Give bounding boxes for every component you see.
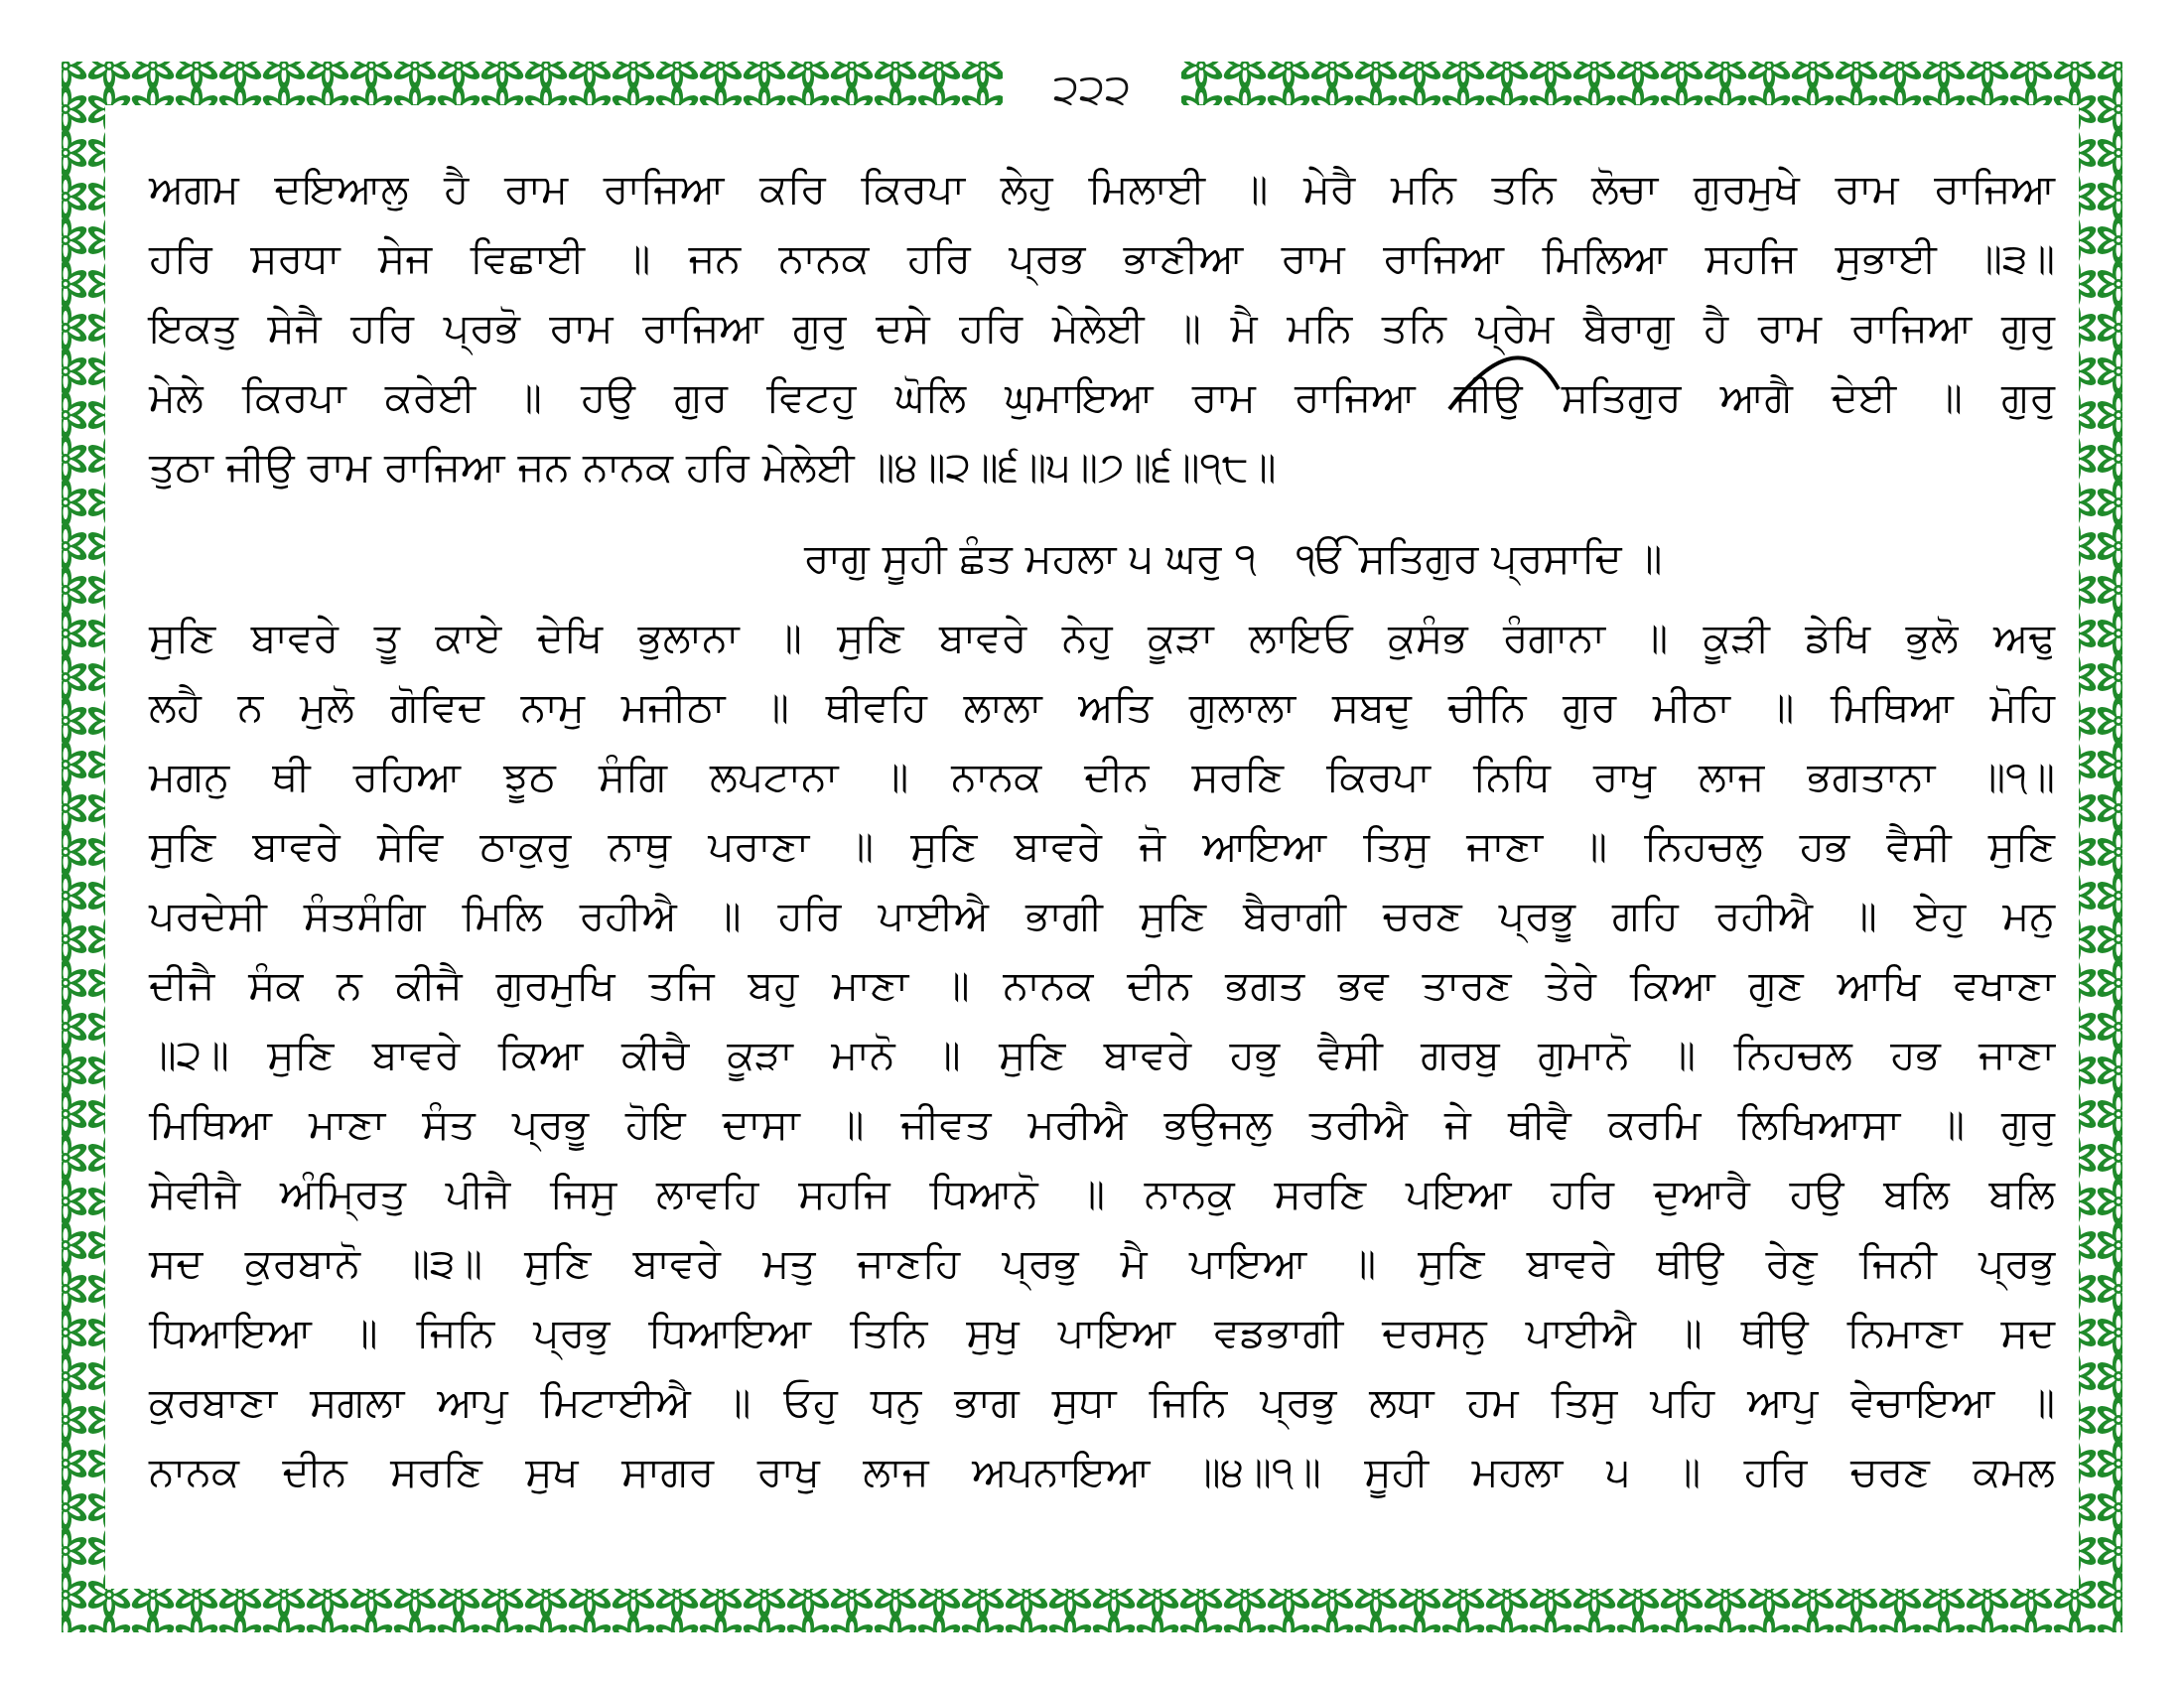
text-line: ਮਗਨੁ ਥੀ ਰਹਿਆ ਝੂਠ ਸੰਗਿ ਲਪਟਾਨਾ ॥ ਨਾਨਕ ਦੀਨ ਸਰਣਿ ਕਿਰਪਾ ਨਿਧਿ ਰਾਖੁ ਲਾਜ ਭਗਤਾਨਾ ॥੧॥ xyxy=(149,753,2055,800)
raag-heading: ਰਾਗੁ ਸੂਹੀ ਛੰਤ ਮਹਲਾ ੫ ਘਰੁ ੧ xyxy=(804,534,1257,582)
text-line: ॥੨॥ ਸੁਣਿ ਬਾਵਰੇ ਕਿਆ ਕੀਚੈ ਕੂੜਾ ਮਾਨੋ ॥ ਸੁਣਿ ਬਾਵਰੇ ਹਭੁ ਵੈਸੀ ਗਰਬੁ ਗੁਮਾਨੋ ॥ ਨਿਹਚਲ ਹਭ ਜਾਣਾ xyxy=(149,1031,2055,1078)
text-line: ਹਰਿ ਸਰਧਾ ਸੇਜ ਵਿਛਾਈ ॥ ਜਨ ਨਾਨਕ ਹਰਿ ਪ੍ਰਭ ਭਾਣੀਆ ਰਾਮ ਰਾਜਿਆ ਮਿਲਿਆ ਸਹਜਿ ਸੁਭਾਈ ॥੩॥ xyxy=(149,234,2055,282)
text-line: ਮਿਥਿਆ ਮਾਣਾ ਸੰਤ ਪ੍ਰਭੂ ਹੋਇ ਦਾਸਾ ॥ ਜੀਵਤ ਮਰੀਐ ਭਉਜਲੁ ਤਰੀਐ ਜੇ ਥੀਵੈ ਕਰਮਿ ਲਿਖਿਆਸਾ ॥ ਗੁਰੁ xyxy=(149,1100,2055,1148)
text-line: ਧਿਆਇਆ ॥ ਜਿਨਿ ਪ੍ਰਭੁ ਧਿਆਇਆ ਤਿਨਿ ਸੁਖੁ ਪਾਇਆ ਵਡਭਾਗੀ ਦਰਸਨੁ ਪਾਈਐ ॥ ਥੀਉ ਨਿਮਾਣਾ ਸਦ xyxy=(149,1309,2055,1356)
text-line: ਕੁਰਬਾਣਾ ਸਗਲਾ ਆਪੁ ਮਿਟਾਈਐ ॥ ਓਹੁ ਧਨੁ ਭਾਗ ਸੁਧਾ ਜਿਨਿ ਪ੍ਰਭੁ ਲਧਾ ਹਮ ਤਿਸੁ ਪਹਿ ਆਪੁ ਵੇਚਾਇਆ ॥ xyxy=(149,1378,2055,1426)
text-line: ਲਹੈ ਨ ਮੁਲੋ ਗੋਵਿਦ ਨਾਮੁ ਮਜੀਠਾ ॥ ਥੀਵਹਿ ਲਾਲਾ ਅਤਿ ਗੁਲਾਲਾ ਸਬਦੁ ਚੀਨਿ ਗੁਰ ਮੀਠਾ ॥ ਮਿਥਿਆ ਮੋਹਿ xyxy=(149,683,2055,731)
text-line: ਅਗਮ ਦਇਆਲੁ ਹੈ ਰਾਮ ਰਾਜਿਆ ਕਰਿ ਕਿਰਪਾ ਲੇਹੁ ਮਿਲਾਈ ॥ ਮੇਰੈ ਮਨਿ ਤਨਿ ਲੋਚਾ ਗੁਰਮੁਖੇ ਰਾਮ ਰਾਜਿਆ xyxy=(149,165,2055,212)
text-line: ਸਦ ਕੁਰਬਾਨੋ ॥੩॥ ਸੁਣਿ ਬਾਵਰੇ ਮਤੁ ਜਾਣਹਿ ਪ੍ਰਭੁ ਮੈ ਪਾਇਆ ॥ ਸੁਣਿ ਬਾਵਰੇ ਥੀਉ ਰੇਣੁ ਜਿਨੀ ਪ੍ਰਭੁ xyxy=(149,1239,2055,1287)
text-line: ਪਰਦੇਸੀ ਸੰਤਸੰਗਿ ਮਿਲਿ ਰਹੀਐ ॥ ਹਰਿ ਪਾਈਐ ਭਾਗੀ ਸੁਣਿ ਬੈਰਾਗੀ ਚਰਣ ਪ੍ਰਭੂ ਗਹਿ ਰਹੀਐ ॥ ਏਹੁ ਮਨੁ xyxy=(149,892,2055,939)
text-line: ਸੁਣਿ ਬਾਵਰੇ ਸੇਵਿ ਠਾਕੁਰੁ ਨਾਥੁ ਪਰਾਣਾ ॥ ਸੁਣਿ ਬਾਵਰੇ ਜੋ ਆਇਆ ਤਿਸੁ ਜਾਣਾ ॥ ਨਿਹਚਲੁ ਹਭ ਵੈਸੀ ਸੁਣਿ xyxy=(149,822,2055,870)
text-line: ਸੁਣਿ ਬਾਵਰੇ ਤੂ ਕਾਏ ਦੇਖਿ ਭੁਲਾਨਾ ॥ ਸੁਣਿ ਬਾਵਰੇ ਨੇਹੁ ਕੂੜਾ ਲਾਇਓ ਕੁਸੰਭ ਰੰਗਾਨਾ ॥ ਕੂੜੀ ਡੇਖਿ ਭੁਲੋ ਅਢੁ xyxy=(149,614,2055,661)
page-number: ੨੨੨ xyxy=(1003,62,1181,117)
text-line: ਇਕਤੁ ਸੇਜੈ ਹਰਿ ਪ੍ਰਭੋ ਰਾਮ ਰਾਜਿਆ ਗੁਰੁ ਦਸੇ ਹਰਿ ਮੇਲੇਈ ॥ ਮੈ ਮਨਿ ਤਨਿ ਪ੍ਰੇਮ ਬੈਰਾਗੁ ਹੈ ਰਾਮ ਰਾਜਿਆ ਗੁਰੁ xyxy=(149,304,2055,352)
text-line: ਮੇਲੇ ਕਿਰਪਾ ਕਰੇਈ ॥ ਹਉ ਗੁਰ ਵਿਟਹੁ ਘੋਲਿ ਘੁਮਾਇਆ ਰਾਮ ਰਾਜਿਆ ਜੀਉ ਸਤਿਗੁਰ ਆਗੈ ਦੇਈ ॥ ਗੁਰੁ xyxy=(149,373,2055,421)
text-line: ਸੇਵੀਜੈ ਅੰਮ੍ਰਿਤੁ ਪੀਜੈ ਜਿਸੁ ਲਾਵਹਿ ਸਹਜਿ ਧਿਆਨੋ ॥ ਨਾਨਕੁ ਸਰਣਿ ਪਇਆ ਹਰਿ ਦੁਆਰੈ ਹਉ ਬਲਿ ਬਲਿ xyxy=(149,1170,2055,1217)
section-heading xyxy=(804,528,2055,588)
text-line: ਦੀਜੈ ਸੰਕ ਨ ਕੀਜੈ ਗੁਰਮੁਖਿ ਤਜਿ ਬਹੁ ਮਾਣਾ ॥ ਨਾਨਕ ਦੀਨ ਭਗਤ ਭਵ ਤਾਰਣ ਤੇਰੇ ਕਿਆ ਗੁਣ ਆਖਿ ਵਖਾਣਾ xyxy=(149,961,2055,1009)
text-line: ਨਾਨਕ ਦੀਨ ਸਰਣਿ ਸੁਖ ਸਾਗਰ ਰਾਖੁ ਲਾਜ ਅਪਨਾਇਆ ॥੪॥੧॥ ਸੂਹੀ ਮਹਲਾ ੫ ॥ ਹਰਿ ਚਰਣ ਕਮਲ xyxy=(149,1448,2055,1495)
mool-mantar: ੴ ਸਤਿਗੁਰ ਪ੍ਰਸਾਦਿ ॥ xyxy=(1296,534,1663,582)
text-line: ਤੁਠਾ ਜੀਉ ਰਾਮ ਰਾਜਿਆ ਜਨ ਨਾਨਕ ਹਰਿ ਮੇਲੇਈ ॥੪॥੨॥੬॥੫॥੭॥੬॥੧੮॥ xyxy=(149,443,1277,491)
